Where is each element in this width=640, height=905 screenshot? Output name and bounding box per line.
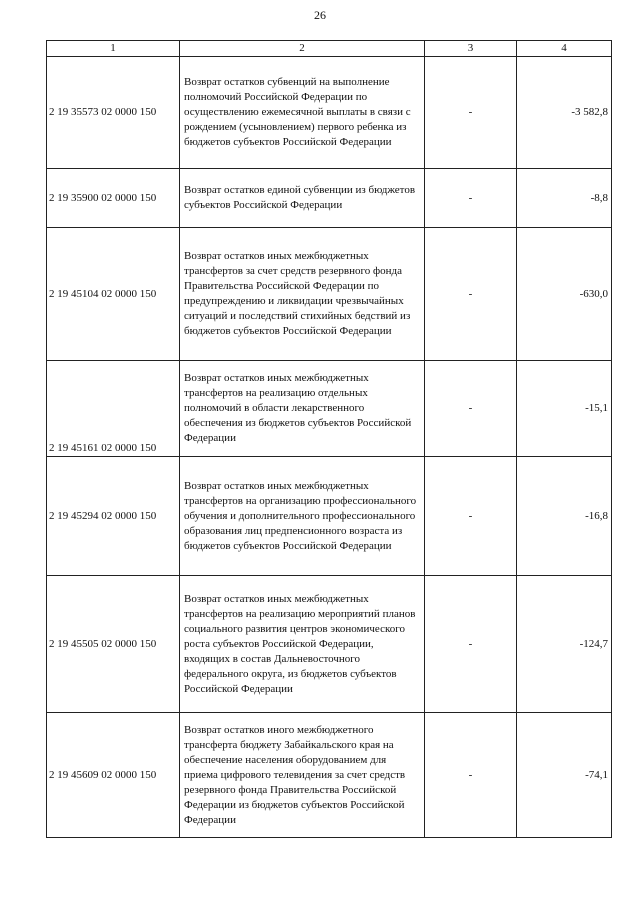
table-row <box>47 713 612 838</box>
table-header-row <box>47 41 612 57</box>
item-description-text: Возврат остатков иных межбюджетных трансфертов на организацию профессионального обучения и дополнительного профессионального образования лиц предпенсионного возраста из бюджетов субъектов Российской Федерации <box>184 479 417 552</box>
header-cell-4: 4 <box>517 41 612 57</box>
item-description-text: Возврат остатков иного межбюджетного трансферта бюджету Забайкальского края на обеспечение населения оборудованием для приема цифрового телевидения за счет средств резервного фонда Правительства Российской Федерации из бюджетов субъектов Российской Федерации <box>184 723 406 826</box>
item-description-text: Возврат остатков субвенций на выполнение полномочий Российской Федерации по осуществлению ежемесячной выплаты в связи с рождением (усыновлением) первого ребенка из бюджетов субъектов Российской Федерации <box>184 76 411 148</box>
column-3-value: - <box>425 169 517 228</box>
item-description-text: Возврат остатков иных межбюджетных трансфертов на реализацию отдельных полномочий в области лекарственного обеспечения из бюджетов субъектов Российской Федерации <box>184 372 412 444</box>
amount-value: -16,8 <box>517 457 612 576</box>
table-row <box>47 361 612 457</box>
table-row <box>47 457 612 576</box>
item-description <box>180 457 425 576</box>
budget-code: 2 19 45104 02 0000 150 <box>47 228 180 361</box>
item-description-text: Возврат остатков иных межбюджетных трансфертов на реализацию мероприятий планов социального развития центров экономического роста субъектов Российской Федерации, входящих в состав Дальневосточного федерального округа, из бюджетов субъектов Российской Федерации <box>184 592 416 695</box>
item-description-text: Возврат остатков единой субвенции из бюджетов субъектов Российской Федерации <box>184 184 416 211</box>
column-3-value: - <box>425 57 517 169</box>
item-description <box>180 713 425 838</box>
column-3-value: - <box>425 361 517 457</box>
budget-code: 2 19 45505 02 0000 150 <box>47 576 180 713</box>
budget-code: 2 19 35573 02 0000 150 <box>47 57 180 169</box>
amount-value: -15,1 <box>517 361 612 457</box>
header-cell-1: 1 <box>47 41 180 57</box>
column-3-value: - <box>425 713 517 838</box>
item-description <box>180 169 425 228</box>
budget-table <box>46 40 612 838</box>
table-row <box>47 169 612 228</box>
table-row <box>47 228 612 361</box>
item-description-text: Возврат остатков иных межбюджетных трансфертов за счет средств резервного фонда Правительства Российской Федерации по предупреждению и ликвидации чрезвычайных ситуаций и последствий стихийных бедствий из бюджетов субъектов Российской Федерации <box>184 250 411 337</box>
item-description <box>180 57 425 169</box>
amount-value: -124,7 <box>517 576 612 713</box>
header-cell-2: 2 <box>180 41 425 57</box>
item-description <box>180 576 425 713</box>
budget-code: 2 19 45161 02 0000 150 <box>47 361 180 457</box>
amount-value: -3 582,8 <box>517 57 612 169</box>
column-3-value: - <box>425 228 517 361</box>
budget-code: 2 19 35900 02 0000 150 <box>47 169 180 228</box>
amount-value: -8,8 <box>517 169 612 228</box>
amount-value: -630,0 <box>517 228 612 361</box>
budget-code: 2 19 45609 02 0000 150 <box>47 713 180 838</box>
amount-value: -74,1 <box>517 713 612 838</box>
table-row <box>47 576 612 713</box>
column-3-value: - <box>425 576 517 713</box>
item-description <box>180 361 425 457</box>
budget-code: 2 19 45294 02 0000 150 <box>47 457 180 576</box>
page-number: 26 <box>314 8 326 22</box>
item-description <box>180 228 425 361</box>
header-cell-3: 3 <box>425 41 517 57</box>
table-row <box>47 57 612 169</box>
column-3-value: - <box>425 457 517 576</box>
